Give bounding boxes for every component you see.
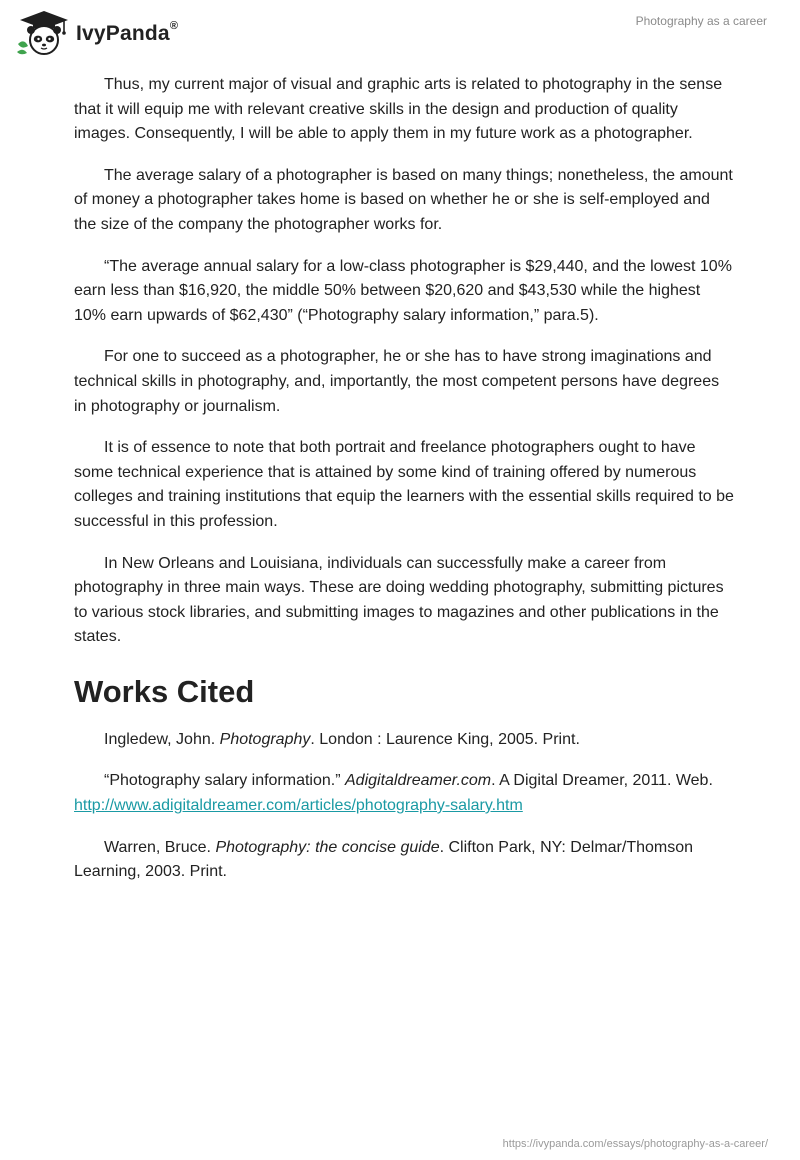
citation-title: Adigitaldreamer.com — [345, 772, 492, 790]
citation-details: . A Digital Dreamer, 2011. Web. — [491, 772, 713, 790]
essay-content — [74, 73, 734, 902]
citation-entry — [74, 836, 734, 885]
body-paragraph: In New Orleans and Louisiana, individuals can successfully make a career from photography in three main ways. These are doing wedding photography, submitting pictures to various stock libraries, and submitting images to magazines and other publications in the states. — [74, 554, 724, 646]
body-paragraph: Thus, my current major of visual and graphic arts is related to photography in the sense that it will equip me with relevant creative skills in the design and production of quality images. Consequently, I will be able to apply them in my future work as a photographer. — [74, 76, 723, 143]
page-header — [0, 0, 800, 64]
citation-author: Warren, Bruce. — [104, 838, 216, 856]
running-title: Photography as a career — [635, 14, 767, 28]
panda-graduate-icon — [14, 8, 74, 56]
body-paragraph: It is of essence to note that both portrait and freelance photographers ought to have some technical experience that is attained by some kind of training offered by numerous colleges and training institutions that equip the learners with the essential skills required to be successful in this profession. — [74, 439, 734, 530]
citation-entry — [74, 728, 734, 753]
body-paragraph: “The average annual salary for a low-class photographer is $29,440, and the lowest 10% earn less than $16,920, the middle 50% between $20,620 and $43,530 while the highest 10% earn upwards of $62,430” (“Photography salary information,” para.5). — [74, 257, 732, 324]
citation-details: . London : Laurence King, 2005. Print. — [310, 730, 580, 748]
citation-author: Ingledew, John. — [104, 730, 220, 748]
citation-title: Photography: the concise guide — [215, 838, 440, 856]
body-paragraph: The average salary of a photographer is based on many things; nonetheless, the amount of money a photographer takes home is based on whether he or she is self-employed and the size of the company the photographer works for. — [74, 166, 733, 233]
footer-url[interactable]: https://ivypanda.com/essays/photography-as-a-career/ — [502, 1138, 768, 1150]
citation-details: . Clifton Park, NY: Delmar/Thomson Learning, 2003. Print. — [74, 838, 694, 881]
brand-name: IvyPanda® — [76, 20, 179, 45]
body-paragraph: For one to succeed as a photographer, he or she has to have strong imaginations and technical skills in photography, and, importantly, the most competent persons have degrees in photography or journalism. — [74, 348, 720, 415]
works-cited-heading: Works Cited — [74, 673, 255, 709]
citation-link[interactable]: http://www.adigitaldreamer.com/articles/photography-salary.htm — [74, 797, 523, 815]
citation-entry — [74, 769, 734, 818]
ivypanda-logo[interactable] — [14, 8, 178, 56]
citation-title: Photography — [219, 730, 311, 748]
citation-author: “Photography salary information.” — [104, 772, 345, 790]
